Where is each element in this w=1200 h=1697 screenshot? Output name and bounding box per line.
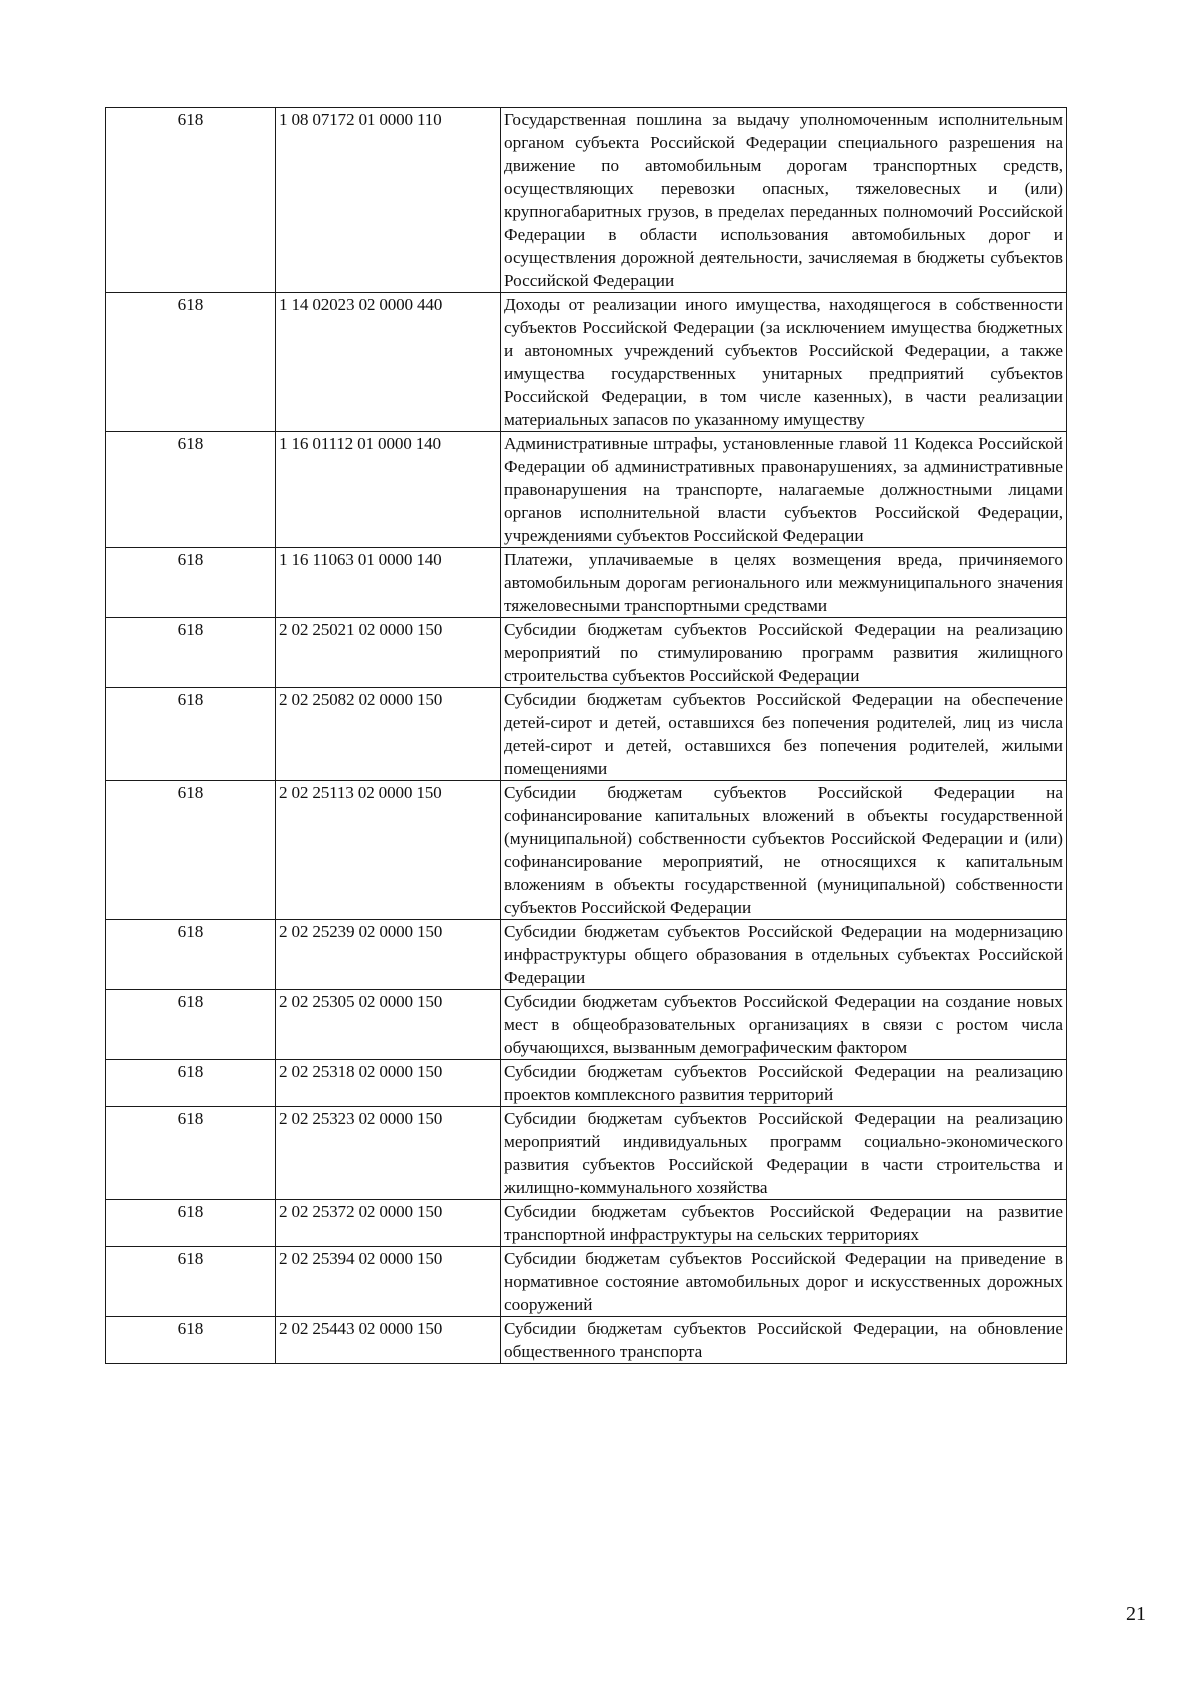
description-cell: Платежи, уплачиваемые в целях возмещения вреда, причиняемого автомобильным дорогам регионального или межмуниципального значения тяжеловесными транспортными средствами [501, 548, 1067, 618]
table-body [106, 108, 1067, 1364]
admin-code-cell: 618 [106, 1200, 276, 1247]
description-cell: Субсидии бюджетам субъектов Российской Федерации на реализацию мероприятий по стимулированию программ развития жилищного строительства субъектов Российской Федерации [501, 618, 1067, 688]
description-cell: Субсидии бюджетам субъектов Российской Федерации на обеспечение детей-сирот и детей, оставшихся без попечения родителей, лиц из числа детей-сирот и детей, оставшихся без попечения родителей, жилыми помещениями [501, 688, 1067, 781]
table-row [106, 1060, 1067, 1107]
description-cell: Субсидии бюджетам субъектов Российской Федерации на создание новых мест в общеобразовательных организациях в связи с ростом числа обучающихся, вызванным демографическим фактором [501, 990, 1067, 1060]
description-cell: Субсидии бюджетам субъектов Российской Федерации на приведение в нормативное состояние автомобильных дорог и искусственных дорожных сооружений [501, 1247, 1067, 1317]
classification-code-cell: 1 14 02023 02 0000 440 [276, 293, 501, 432]
admin-code-cell: 618 [106, 293, 276, 432]
admin-code-cell: 618 [106, 1060, 276, 1107]
description-cell: Административные штрафы, установленные главой 11 Кодекса Российской Федерации об административных правонарушениях, за административные правонарушения на транспорте, налагаемые должностными лицами органов исполнительной власти субъектов Российской Федерации, учреждениями субъектов Российской Федерации [501, 432, 1067, 548]
revenue-codes-table [105, 107, 1067, 1364]
classification-code-cell: 2 02 25305 02 0000 150 [276, 990, 501, 1060]
description-cell: Субсидии бюджетам субъектов Российской Федерации на модернизацию инфраструктуры общего образования в отдельных субъектах Российской Федерации [501, 920, 1067, 990]
description-cell: Доходы от реализации иного имущества, находящегося в собственности субъектов Российской Федерации (за исключением имущества бюджетных и автономных учреждений субъектов Российской Федерации, а также имущества государственных унитарных предприятий субъектов Российской Федерации, в том числе казенных), в части реализации материальных запасов по указанному имуществу [501, 293, 1067, 432]
classification-code-cell: 1 08 07172 01 0000 110 [276, 108, 501, 293]
classification-code-cell: 2 02 25082 02 0000 150 [276, 688, 501, 781]
admin-code-cell: 618 [106, 1317, 276, 1364]
classification-code-cell: 2 02 25021 02 0000 150 [276, 618, 501, 688]
admin-code-cell: 618 [106, 688, 276, 781]
table-row [106, 781, 1067, 920]
table-row [106, 618, 1067, 688]
description-cell: Субсидии бюджетам субъектов Российской Федерации на софинансирование капитальных вложений в объекты государственной (муниципальной) собственности субъектов Российской Федерации и (или) софинансирование мероприятий, не относящихся к капитальным вложениям в объекты государственной (муниципальной) собственности субъектов Российской Федерации [501, 781, 1067, 920]
table-row [106, 293, 1067, 432]
table-row [106, 548, 1067, 618]
page-number: 21 [1126, 1603, 1146, 1625]
description-cell: Государственная пошлина за выдачу уполномоченным исполнительным органом субъекта Российской Федерации специального разрешения на движение по автомобильным дорогам транспортных средств, осуществляющих перевозки опасных, тяжеловесных и (или) крупногабаритных грузов, в пределах переданных полномочий Российской Федерации в области использования автомобильных дорог и осуществления дорожной деятельности, зачисляемая в бюджеты субъектов Российской Федерации [501, 108, 1067, 293]
table-row [106, 1107, 1067, 1200]
admin-code-cell: 618 [106, 108, 276, 293]
description-cell: Субсидии бюджетам субъектов Российской Федерации на развитие транспортной инфраструктуры на сельских территориях [501, 1200, 1067, 1247]
table-row [106, 1317, 1067, 1364]
classification-code-cell: 2 02 25113 02 0000 150 [276, 781, 501, 920]
description-cell: Субсидии бюджетам субъектов Российской Федерации на реализацию проектов комплексного развития территорий [501, 1060, 1067, 1107]
admin-code-cell: 618 [106, 432, 276, 548]
classification-code-cell: 2 02 25443 02 0000 150 [276, 1317, 501, 1364]
classification-code-cell: 2 02 25394 02 0000 150 [276, 1247, 501, 1317]
table-row [106, 990, 1067, 1060]
admin-code-cell: 618 [106, 548, 276, 618]
classification-code-cell: 2 02 25323 02 0000 150 [276, 1107, 501, 1200]
table-row [106, 1247, 1067, 1317]
classification-code-cell: 1 16 11063 01 0000 140 [276, 548, 501, 618]
admin-code-cell: 618 [106, 1247, 276, 1317]
description-cell: Субсидии бюджетам субъектов Российской Федерации на реализацию мероприятий индивидуальных программ социально-экономического развития субъектов Российской Федерации в части строительства и жилищно-коммунального хозяйства [501, 1107, 1067, 1200]
table-row [106, 432, 1067, 548]
admin-code-cell: 618 [106, 920, 276, 990]
admin-code-cell: 618 [106, 618, 276, 688]
classification-code-cell: 1 16 01112 01 0000 140 [276, 432, 501, 548]
admin-code-cell: 618 [106, 781, 276, 920]
description-cell: Субсидии бюджетам субъектов Российской Федерации, на обновление общественного транспорта [501, 1317, 1067, 1364]
classification-code-cell: 2 02 25318 02 0000 150 [276, 1060, 501, 1107]
table-row [106, 688, 1067, 781]
classification-code-cell: 2 02 25239 02 0000 150 [276, 920, 501, 990]
classification-code-cell: 2 02 25372 02 0000 150 [276, 1200, 501, 1247]
admin-code-cell: 618 [106, 1107, 276, 1200]
table-row [106, 920, 1067, 990]
admin-code-cell: 618 [106, 990, 276, 1060]
table-row [106, 108, 1067, 293]
table-row [106, 1200, 1067, 1247]
